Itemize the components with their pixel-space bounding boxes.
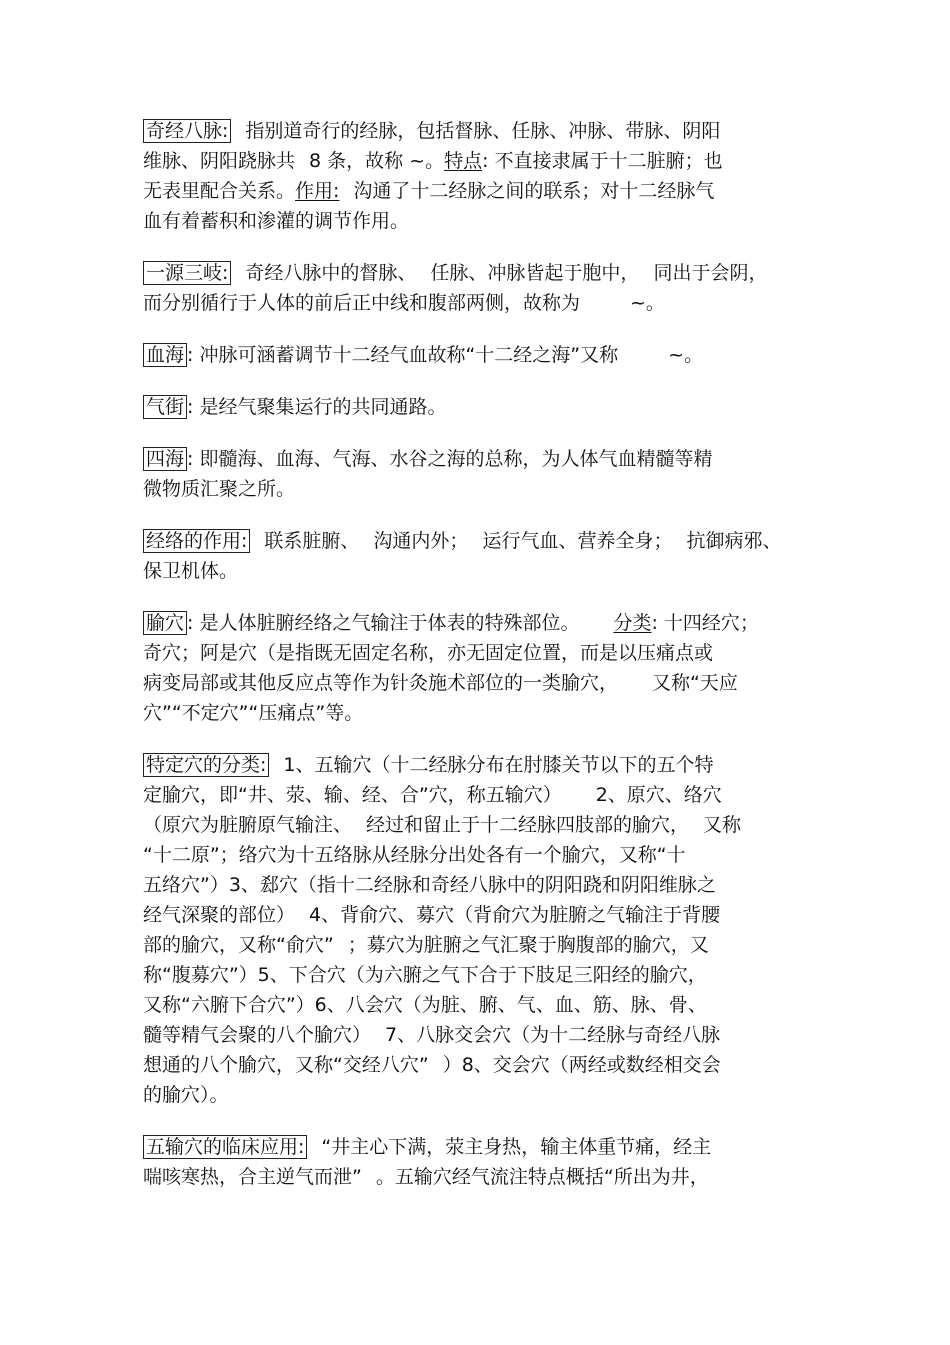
paragraph-yiyuan-sanqi — [143, 258, 808, 318]
text-line: 微物质汇聚之所。 — [143, 478, 296, 500]
paragraph-wushuxue-yingyong — [143, 1132, 808, 1192]
text-line: （原穴为脏腑原气输注、 — [143, 814, 353, 836]
text-line: 运行气血、营养全身； — [482, 530, 673, 552]
text-line: : 十四经穴； — [651, 612, 759, 634]
text-line: 8 条，故称 ~。 — [309, 150, 445, 172]
text-line: 保卫机体。 — [143, 560, 239, 582]
document-body — [143, 116, 808, 1214]
text-line: 抗御病邪、 — [686, 530, 782, 552]
text-line: ~。 — [630, 292, 665, 314]
term-sihai: 四海 — [143, 447, 187, 471]
text-line: ~。 — [668, 344, 704, 366]
text-line: 1、五输穴（十二经脉分布在肘膝关节以下的五个特 — [283, 754, 714, 776]
text-line: 又称 — [703, 814, 742, 836]
text-line: 五络穴”）3、郄穴（指十二经脉和奇经八脉中的阴阳跷和阴阳维脉之 — [143, 874, 716, 896]
paragraph-qijie — [143, 392, 808, 422]
text-line: ；募穴为脏腑之气汇聚于胸腹部的腧穴，又 — [347, 934, 709, 956]
text-line: 又称“天应 — [652, 672, 738, 694]
text-line: 经气深聚的部位） — [143, 904, 296, 926]
term-xuehai: 血海 — [143, 343, 187, 367]
text-line: 部的腧穴，又称“俞穴” — [143, 934, 334, 956]
text-line: : 即髓海、血海、气海、水谷之海的总称，为人体气血精髓等精 — [187, 448, 713, 470]
paragraph-jingluo-zuoyong — [143, 526, 808, 586]
text-line: 7、八脉交会穴（为十二经脉与奇经八脉 — [385, 1024, 721, 1046]
text-line: 。五输穴经气流注特点概括“所出为井， — [375, 1166, 709, 1188]
text-line: 病变局部或其他反应点等作为针灸施术部位的一类腧穴， — [143, 672, 619, 694]
text-line: ）8、交会穴（两经或数经相交会 — [442, 1054, 721, 1076]
text-line: 定腧穴，即“井、荥、输、经、合”穴，称五输穴） — [143, 784, 562, 806]
text-line: 沟通内外； — [373, 530, 469, 552]
text-line: 的腧穴）。 — [143, 1084, 229, 1106]
text-line: 经过和留止于十二经脉四肢部的腧穴， — [366, 814, 690, 836]
text-line: 同出于会阴， — [653, 262, 768, 284]
paragraph-tedingxue — [143, 750, 808, 1110]
text-line: : 是经气聚集运行的共同通路。 — [187, 396, 447, 418]
term-jingluo-zuoyong: 经络的作用: — [143, 529, 250, 553]
text-line: “十二原”；络穴为十五络脉从经脉分出处各有一个腧穴，又称“十 — [143, 844, 686, 866]
term-qijie: 气街 — [143, 395, 187, 419]
text-line: 称“腹募穴”）5、下合穴（为六腑之气下合于下肢足三阳经的腧穴， — [143, 964, 707, 986]
text-line: 血有着蓄积和渗灌的调节作用。 — [143, 210, 410, 232]
text-line: 喘咳寒热，合主逆气而泄” — [143, 1166, 362, 1188]
term-tedingxue-fenlei: 特定穴的分类: — [143, 753, 269, 777]
paragraph-shuxue — [143, 608, 808, 728]
paragraph-xuehai — [143, 340, 808, 370]
paragraph-qijing-bamai — [143, 116, 808, 236]
text-line: 髓等精气会聚的八个腧穴） — [143, 1024, 372, 1046]
term-yiyuan-sanqi: 一源三岐: — [143, 261, 231, 285]
term-wushuxue-yingyong: 五输穴的临床应用: — [143, 1135, 307, 1159]
label-tedian: 特点 — [444, 150, 483, 172]
text-line: 4、背俞穴、募穴（背俞穴为脏腑之气输注于背腰 — [309, 904, 721, 926]
term-shuxue: 腧穴 — [143, 611, 187, 635]
text-line: 联系脏腑、 — [264, 530, 360, 552]
text-line: 又称“六腑下合穴”）6、八会穴（为脏、腑、气、血、筋、脉、骨、 — [143, 994, 707, 1016]
text-line: : 冲脉可涵蓄调节十二经气血故称“十二经之海”又称 — [187, 344, 619, 366]
text-line: 维脉、阴阳跷脉共 — [143, 150, 296, 172]
text-line: : 不直接隶属于十二脏腑；也 — [482, 150, 723, 172]
text-line: 无表里配合关系。 — [143, 180, 296, 202]
text-line: 穴”“不定穴”“压痛点”等。 — [143, 702, 364, 724]
text-line: : 是人体脏腑经络之气输注于体表的特殊部位。 — [187, 612, 580, 634]
text-line: 而分别循行于人体的前后正中线和腹部两侧，故称为 — [143, 292, 581, 314]
paragraph-sihai — [143, 444, 808, 504]
text-line: 指别道奇行的经脉，包括督脉、任脉、冲脉、带脉、阴阳 — [245, 120, 721, 142]
text-line: 奇穴；阿是穴（是指既无固定名称，亦无固定位置，而是以压痛点或 — [143, 642, 714, 664]
text-line: “井主心下满，荥主身热，输主体重节痛，经主 — [321, 1136, 712, 1158]
text-line: 想通的八个腧穴，又称“交经八穴” — [143, 1054, 429, 1076]
text-line: 任脉、冲脉皆起于胞中， — [430, 262, 640, 284]
text-line: 沟通了十二经脉之间的联系；对十二经脉气 — [353, 180, 715, 202]
label-zuoyong: 作用: — [295, 180, 340, 202]
text-line: 2、原穴、络穴 — [595, 784, 722, 806]
term-qijing-bamai: 奇经八脉: — [143, 119, 231, 143]
label-fenlei: 分类 — [613, 612, 652, 634]
text-line: 奇经八脉中的督脉、 — [245, 262, 417, 284]
